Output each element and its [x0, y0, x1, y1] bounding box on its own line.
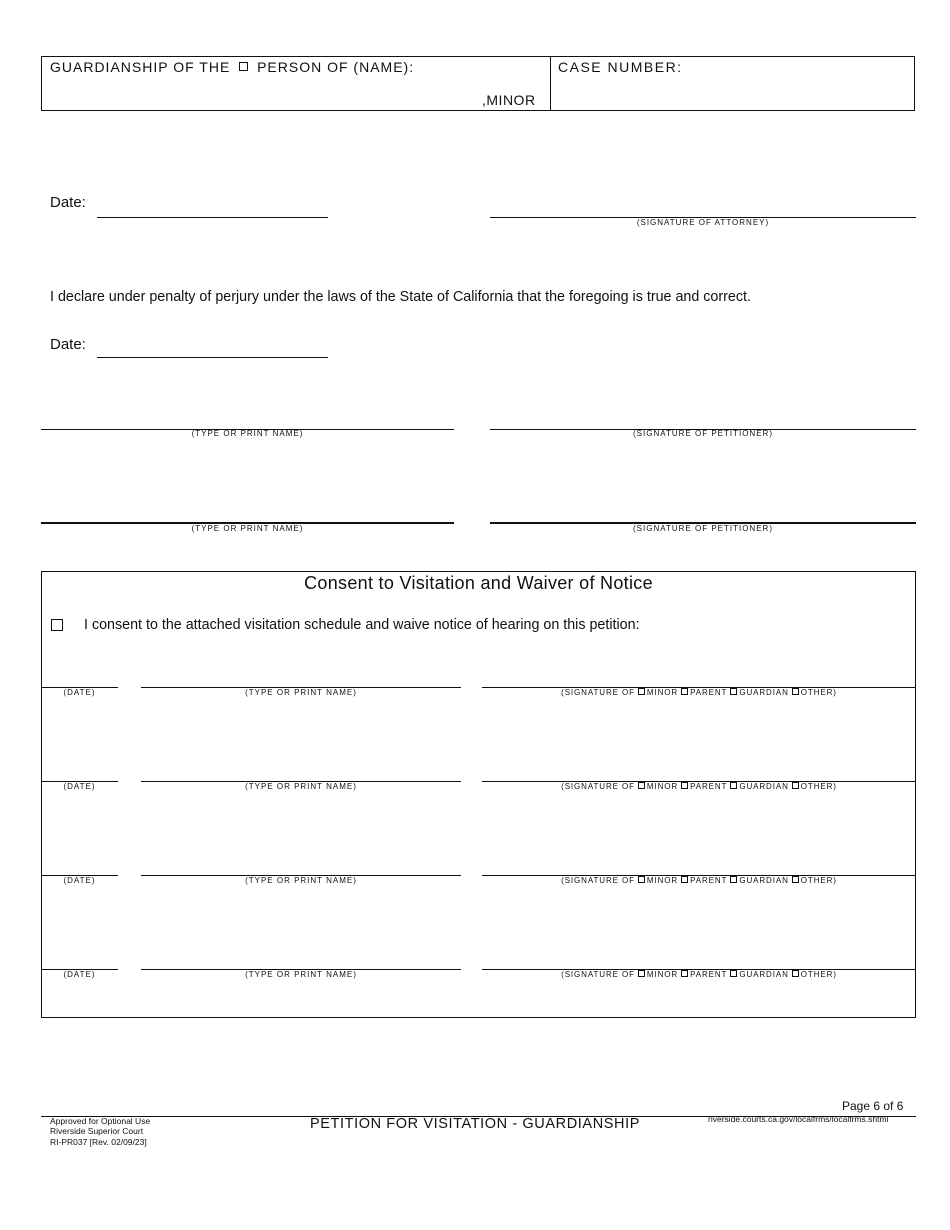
other-checkbox[interactable]	[792, 782, 799, 789]
other-checkbox[interactable]	[792, 970, 799, 977]
form-id: RI-PR037 [Rev. 02/09/23]	[50, 1137, 147, 1147]
person-checkbox[interactable]	[239, 62, 248, 71]
guardian-checkbox[interactable]	[730, 688, 737, 695]
consent-date-caption: (DATE)	[63, 688, 96, 697]
guardian-checkbox[interactable]	[730, 782, 737, 789]
petitioner-name-caption-1: (TYPE OR PRINT NAME)	[191, 429, 304, 438]
guardian-checkbox[interactable]	[730, 876, 737, 883]
court-text: Riverside Superior Court	[50, 1126, 144, 1136]
signature-option-label: MINOR	[646, 970, 679, 979]
case-number-field[interactable]	[556, 78, 908, 106]
minor-checkbox[interactable]	[638, 970, 645, 977]
parent-checkbox[interactable]	[681, 688, 688, 695]
parent-checkbox[interactable]	[681, 970, 688, 977]
consent-date-caption: (DATE)	[63, 970, 96, 979]
attorney-signature-caption: (SIGNATURE OF ATTORNEY)	[636, 218, 770, 227]
consent-name-caption: (TYPE OR PRINT NAME)	[245, 688, 357, 697]
attorney-date-field[interactable]	[97, 217, 328, 218]
parent-checkbox[interactable]	[681, 876, 688, 883]
signature-option-label: (SIGNATURE OF	[561, 876, 635, 885]
signature-option-label: PARENT	[690, 688, 728, 697]
minor-label: ,MINOR	[482, 92, 536, 108]
consent-name-caption: (TYPE OR PRINT NAME)	[245, 970, 357, 979]
approved-text: Approved for Optional Use	[50, 1116, 151, 1126]
signature-option-label: (SIGNATURE OF	[561, 688, 635, 697]
consent-title: Consent to Visitation and Waiver of Notice	[304, 573, 653, 593]
consent-signature-caption	[482, 782, 916, 791]
consent-signature-caption	[482, 876, 916, 885]
consent-checkbox-text: I consent to the attached visitation schedule and waive notice of hearing on this petition:	[84, 617, 640, 633]
minor-checkbox[interactable]	[638, 782, 645, 789]
signature-option-label: MINOR	[646, 782, 679, 791]
minor-checkbox[interactable]	[638, 688, 645, 695]
petitioner-signature-caption-1: (SIGNATURE OF PETITIONER)	[633, 429, 773, 438]
page-number: Page 6 of 6	[842, 1099, 904, 1113]
signature-option-label: GUARDIAN	[739, 970, 789, 979]
consent-signature-caption	[482, 970, 916, 979]
minor-checkbox[interactable]	[638, 876, 645, 883]
signature-option-label: PARENT	[690, 782, 728, 791]
declaration-date-label: Date:	[50, 336, 86, 353]
signature-option-label: GUARDIAN	[739, 782, 789, 791]
signature-option-label: PARENT	[690, 876, 728, 885]
signature-option-label: OTHER)	[800, 688, 837, 697]
case-number-label: CASE NUMBER:	[558, 59, 683, 75]
signature-option-label: OTHER)	[800, 970, 837, 979]
guardianship-prefix: GUARDIANSHIP OF THE	[50, 59, 231, 75]
consent-date-caption: (DATE)	[63, 876, 96, 885]
other-checkbox[interactable]	[792, 688, 799, 695]
other-checkbox[interactable]	[792, 876, 799, 883]
minor-name-field[interactable]	[50, 76, 476, 106]
signature-option-label: OTHER)	[800, 876, 837, 885]
declaration-text: I declare under penalty of perjury under the laws of the State of California that the foregoing is true and correct.	[50, 289, 751, 305]
signature-option-label: MINOR	[646, 688, 679, 697]
signature-option-label: PARENT	[690, 970, 728, 979]
signature-option-label: GUARDIAN	[739, 688, 789, 697]
case-header-divider	[550, 56, 551, 111]
signature-option-label: MINOR	[646, 876, 679, 885]
declaration-date-field[interactable]	[97, 357, 328, 358]
consent-signature-caption	[482, 688, 916, 697]
signature-option-label: (SIGNATURE OF	[561, 970, 635, 979]
signature-option-label: OTHER)	[800, 782, 837, 791]
consent-date-caption: (DATE)	[63, 782, 96, 791]
guardianship-label	[50, 59, 414, 75]
consent-checkbox[interactable]	[51, 619, 63, 631]
form-title: PETITION FOR VISITATION - GUARDIANSHIP	[310, 1116, 641, 1132]
petitioner-name-caption-2: (TYPE OR PRINT NAME)	[191, 524, 304, 533]
signature-option-label: GUARDIAN	[739, 876, 789, 885]
petitioner-signature-caption-2: (SIGNATURE OF PETITIONER)	[633, 524, 773, 533]
guardian-checkbox[interactable]	[730, 970, 737, 977]
consent-name-caption: (TYPE OR PRINT NAME)	[245, 876, 357, 885]
signature-option-label: (SIGNATURE OF	[561, 782, 635, 791]
attorney-date-label: Date:	[50, 194, 86, 211]
consent-name-caption: (TYPE OR PRINT NAME)	[245, 782, 357, 791]
guardianship-suffix: PERSON OF (NAME):	[257, 59, 415, 75]
parent-checkbox[interactable]	[681, 782, 688, 789]
court-url: riverside.courts.ca.gov/localfrms/localfrms.shtml	[708, 1114, 889, 1124]
consent-box	[41, 571, 916, 1018]
